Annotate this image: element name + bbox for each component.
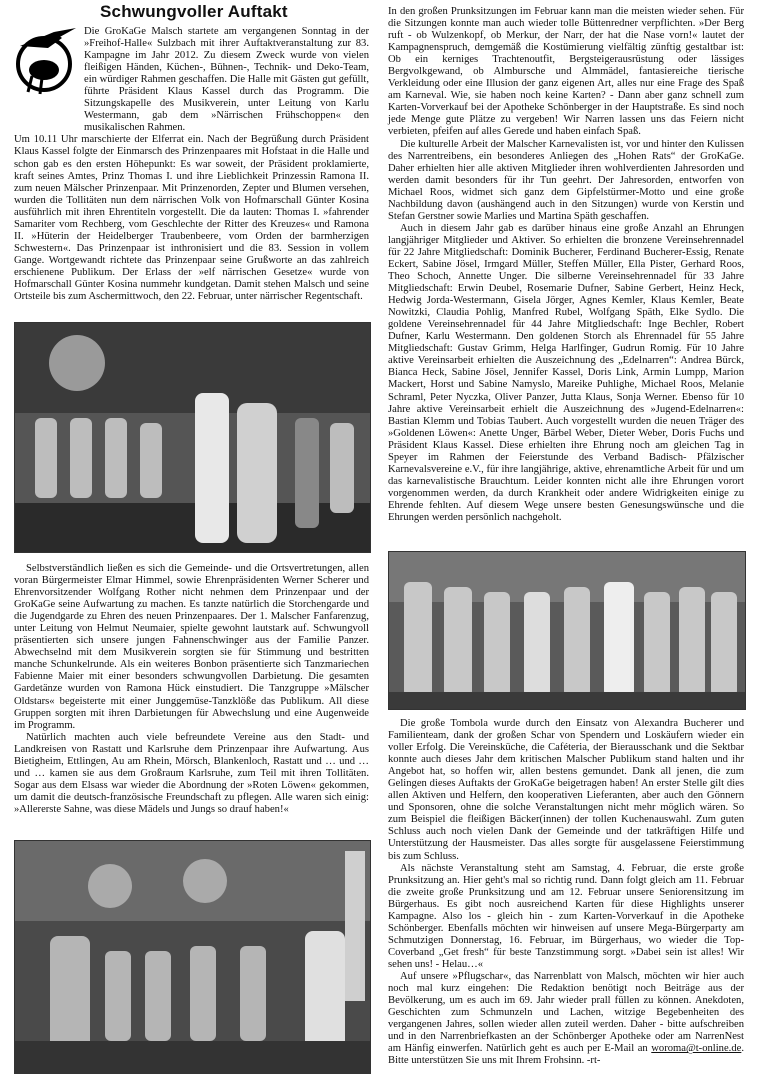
paragraph-naechste-veranstaltung: Als nächste Veranstaltung steht am Samstag, 4. Februar, die erste große Prunksitzung an. Hier geht's mal so richtig rund. Dann folgt gleich am 11. Februar die zweite große Prunksitzung und am 12. Februar unsere Seniorensitzung im Bürgerhaus. Es gibt noch ausreichend Karten für diese Highlights unserer Kampagne. Also los - gleich hin - zum Karten-Vorverkauf in die Apotheke Schönberger. Ebenfalls möchten wir hinweisen auf unsere Mega-Bürgerparty am Schmutzigen Donnerstag, 16. Februar, im Bürgerhaus, wo wieder die Top-Coverband „Get fresh“ für beste Tanzstimmung sorgt. »Dabei sein ist alles! Wir sehen uns! - Helau…« xyxy=(388,862,744,970)
paragraph-pflugschar xyxy=(388,971,744,1067)
lead-paragraph-rest: Um 10.11 Uhr marschierte der Elferrat ein. Nach der Begrüßung durch Präsident Klaus Kassel folgte der Einmarsch des Prinzenpaares mit Hofstaat in die Halle und schon gab es den ersten Höhepunkt: Es war soweit, der Präsident proklamierte, kraft seines Amtes, Prinz Thomas I. und ihre Lieblichkeit Prinzessin Ramona II. zum neuen Mälscher Prinzenpaar. Mit Prinzenorden, Zepter und Blumen versehen, wurden die Tollitäten nun dem närrischen Volk von Hofmarschall Günter Kosina ausführlich mit ihren Ehrentiteln vorgestellt. Die da lauten: Thomas I. »fahrender Samariter vom Rechberg, vom Geschlechte der Ritter des Kreuzes« und Ramona II. »Hüterin der Heidelberger Traubenbeere, vom Orden der barmherzigen Schwestern«. Das Prinzenpaar ist inthronisiert und die 83. Session in vollem Gange. Wortgewandt richtete das Prinzenpaar seine Grußworte an das zahlreich erschienene Publikum. Der Erlass der »elf närrischen Gesetze« wurde von Hofmarschall Günter Kosina nummehr kundgetan. Damit stehen Malsch und seine Ortsteile bis zum Aschermittwoch, den 22. Februar, unter närrischer Regentschaft. xyxy=(14,134,369,303)
right-lower-text xyxy=(388,718,744,1067)
paragraph-vereine: Natürlich machten auch viele befreundete Vereine aus den Stadt- und Landkreisen von Rastatt und Karlsruhe dem Prinzenpaar ihre Aufwartung. Aus Bietigheim, Ettlingen, Au am Rhein, Mörsch, Blankenloch, Rastatt und … und … und … kamen sie aus dem Großraum Karlsruhe, zum Teil mit ihren Tollitäten. Sogar aus dem Elsass war wieder die Abordnung der »Roten Löwen« gekommen, um damit die deutsch-französische Freundschaft zu pflegen. Alle waren sich einig: »Allererste Sahne, was diese Mädels und Jungs so drauf haben!« xyxy=(14,731,369,815)
paragraph-kulturelle-arbeit: Die kulturelle Arbeit der Malscher Karnevalisten ist, vor und hinter den Kulissen des Narrentreibens, ein besonderes Anliegen des „Hohen Rats“ der GroKaGe. Daher erhielten hier alle aktiven Mitglieder ihren wohlverdienten Jahresorden und werden damit besonders für ihr Tun geehrt. Der Jahresorden, entworfen von Michael Roos, widmet sich ganz dem Gipfelstürmer-Motto und eine große Nachbildung davon (aushängend auch in den Sitzungen) wurde von Kerstin und Stefan Gerstner sowie Marlies und Martina Späth geschaffen. xyxy=(388,138,744,222)
photo-prinzenpaar xyxy=(14,322,371,553)
right-upper-text xyxy=(388,6,744,524)
email-link[interactable]: woroma@t-online.de xyxy=(651,1043,742,1055)
photo-gardetanz xyxy=(14,840,371,1074)
left-lower-text xyxy=(14,563,369,816)
article-title: Schwungvoller Auftakt xyxy=(100,2,288,21)
photo-ehrungen xyxy=(388,551,746,710)
paragraph-ehrungen: Auch in diesem Jahr gab es darüber hinaus eine große Anzahl an Ehrungen langjähriger Mitglieder und Aktiver. So erhielten die bronzene Vereinsehrennadel für 22 Jahre Mitgliedschaft: Dominik Bucherer, Ferdinand Bucherer-Essig, Renate Eckert, Sabine Jösel, Irmgard Müller, Steffen Müller, Ella Pister, Gerhard Roos, Theo Schoch, Annette Unger. Die silberne Vereinsehrennadel für 33 Jahre Mitgliedschaft: Erwin Deubel, Rosemarie Dufner, Sabine Gerbert, Heinz Heck, Hedwig Jorda-Westermann, Gisela Jörger, Agnes Kemler, Klaus Kemler, Beate Nowitzki, Claudia Pohlig, Manfred Rubel, Wolfgang Späth, Elke Sydlo. Die goldene Vereinsehrennadel für 44 Jahre Mitgliedschaft: Inge Bechler, Robert Dufner, Karlu Westermann. Den goldenen Storch als Ehrennadel für 55 Jahre Mitgliedschaft: Gustav Grimm, Helga Harlfinger, Gudrun Romig. Für 10 Jahre aktive Vereinsarbeit erhielten die Auszeichnung des „Edelnarren“: Andrea Bürck, Bianca Heck, Sabine Jösel, Jennifer Kassel, Doris Link, Armin Lumpp, Marion Mackert, Horst und Sabine Namyslo, Mareike Puhlighe, Michael Roos, Melanie Schraml, Peter Nyczka, Oliver Panzer, Jutta Klaus, Sonja Werner. Ebenso für 10 Jahre aktive Vereinsarbeit erhielt die Auszeichnung des »Jugend-Edelnarren«: Bastian Klemm und Tobias Taubert. Auch vorgestellt wurden die neuen Träger des »Goldenen Löwen«: Anette Unger, Bärbel Weber, Dieter Weber, Doris Fuchs und Präsident Klaus Kassel. Diese erhielten ihre Ehrung noch am gleichen Tag in Speyer im Rahmen der Feierstunde des Verband Badisch- Pfälzischer Karnevalsvereine e.V., für ihre langjährige, aktive, ehrenamtliche Arbeit für und um das karnevalistische Brauchtum. Leider konnten nicht alle ihre Ehrungen vorort vorgenommen werden, da durch Krankheit oder andere Widrigkeiten einige zu Ehrende fehlten. Auf diesem Wege unsere besten Genesungswünsche und die Ehrungen werden persönlich nachgeholt. xyxy=(388,222,744,523)
lead-paragraph-wrap: Die GroKaGe Malsch startete am vergangenen Sonntag in der »Freihof-Halle« Sulzbach mit ihrer Auftaktveranstaltung zur 83. Kampagne im Jahr 2012. Zu diesem Zweck wurde von vielen fleißigen Händen, Küchen-, Bühnen-, Technik- und Deko-Team, ein würdiger Rahmen geschaffen. Die Halle mit Gästen gut gefüllt, führte Präsident Klaus Kassel durch das Programm. Die Sitzungskapelle des Musikverein, unter Leitung von Karlu Westermann, gab dem »Närrischen Frühschoppen« den musikalischen Rahmen. xyxy=(84,26,369,134)
paragraph-prunksitzungen: In den großen Prunksitzungen im Februar kann man die meisten wieder sehen. Für die Sitzungen konnte man auch wieder tolle Büttenredner verpflichten. »Der Berg ruft - ob Wulzenkopf, ob Merkur, der Narr, der hat die Nase vorn!« lautet der Kampagnenspruch, demgemäß die Kostümierung vielfältig zünftig gestaltbar ist: Ob ein kerniges Trachtenoutfit, Bergsteigerausrüstung oder lässiges Bergvolkgewand, ob Almbursche und Almmädel, fantasiereiche tierische Verkleidung oder eine Illusion der ganz eigenen Art, alles nur eine Frage des Spaß am Karneval. Wie, sie haben noch keine Karten? - Dann aber ganz schnell zum Karten-Vorverkauf bei der Apotheke Schönberger in der Hauptstraße. Es sind noch jede Menge gute Plätze zu vergeben! Wir Narren lassen uns das Feiern nicht verbieten, pfeifen auf alles Gerede und haben einfach Spaß. xyxy=(388,6,744,138)
paragraph-gemeinde: Selbstverständlich ließen es sich die Gemeinde- und die Ortsvertretungen, allen voran Bürgermeister Elmar Himmel, sowie Ehrenpräsidenten Werner Scherer und Ehrenvorsitzender Wolfgang Rother nicht nehmen dem Prinzenpaar und der GroKaGe seine Aufwartung zu machen. Es tanzte natürlich die Storchengarde und die Jugendgarde zu Ehren des neuen Prinzenpaares. Der 1. Malscher Fanfarenzug, unter Leitung von Helmut Neumaier, spielte gewohnt lautstark auf. Schwungvoll präsentierten sich unsere jungen Fahnenschwinger aus der Familie Panzer. Abwechselnd mit dem Musikverein sorgten sie für Stimmung und bestritten manche Schunkelrunde. Als ein weiteres Bonbon präsentierte sich Tanzmariechen Fabienne Maier mit einer besonders schwungvollen Darbietung. Die gesamten Gardetänze wurden von Ramona Hück einstudiert. Die Tanzgruppe »Mälscher Oldstars« begeisterte mit einer Junggemüse-Tanzklöße das Publikum. All diese Gruppen sorgten mit ihren Darbietungen für Abwechslung und eine Augenweide im Programm. xyxy=(14,563,369,731)
paragraph-tombola: Die große Tombola wurde durch den Einsatz von Alexandra Bucherer und Familienteam, dank der großen Schar von Spendern und Loskäufern wieder ein voller Erfolg. Die Vereinsküche, die Caféteria, der Bierausschank und die Sektbar konnte auch dieses Jahr dem kritischen Malscher Publikum stand halten und ihr Angebot hat, so hoffen wir, allen bestens gemundet. Dank all jenen, die zum Gelingen dieses Auftakts der GroKaGe beigetragen haben! An erster Stelle gilt dies allen Aktiven und Helfern, den kooperativen Lieferanten, aber auch den Gönnern und Sponsoren, ohne die solche Veranstaltungen nicht mehr möglich wären. So zum Beispiel die fleißigen Bäcker(innen) der tollen Kuchenauswahl. Zum guten Schluss auch noch vielen Dank der Gemeinde und der tatkräftigen Hilfe und Unterstützung der Hausmeister. Das alles sorgte für ausgelassene Feierstimmung bis zum Schluss. xyxy=(388,718,744,862)
lead-block xyxy=(14,26,369,303)
pflugschar-closing: . Bitte unterstützen Sie uns mit Ihrem Frohsinn. -rt- xyxy=(388,1043,744,1067)
pflugschar-text: Auf unsere »Pflugschar«, das Narrenblatt von Malsch, möchten wir hier auch noch mal kurz eingehen: Die Redaktion benötigt noch Beiträge aus der Bevölkerung, um es auch im 69. Jahr wieder prall füllen zu können. Anekdoten, Geschichten zum Schmunzeln und Lachen, witzige Begebenheiten des vergangenen Jahres, sollen wieder allen zuteil werden. Daher - bitte aufschreiben und in den Narrenbriefkasten an der Schönberger Apotheke oder am NarrenNest am Hänfig einwerfen. Natürlich geht es auch per E-Mail an xyxy=(388,970,744,1055)
